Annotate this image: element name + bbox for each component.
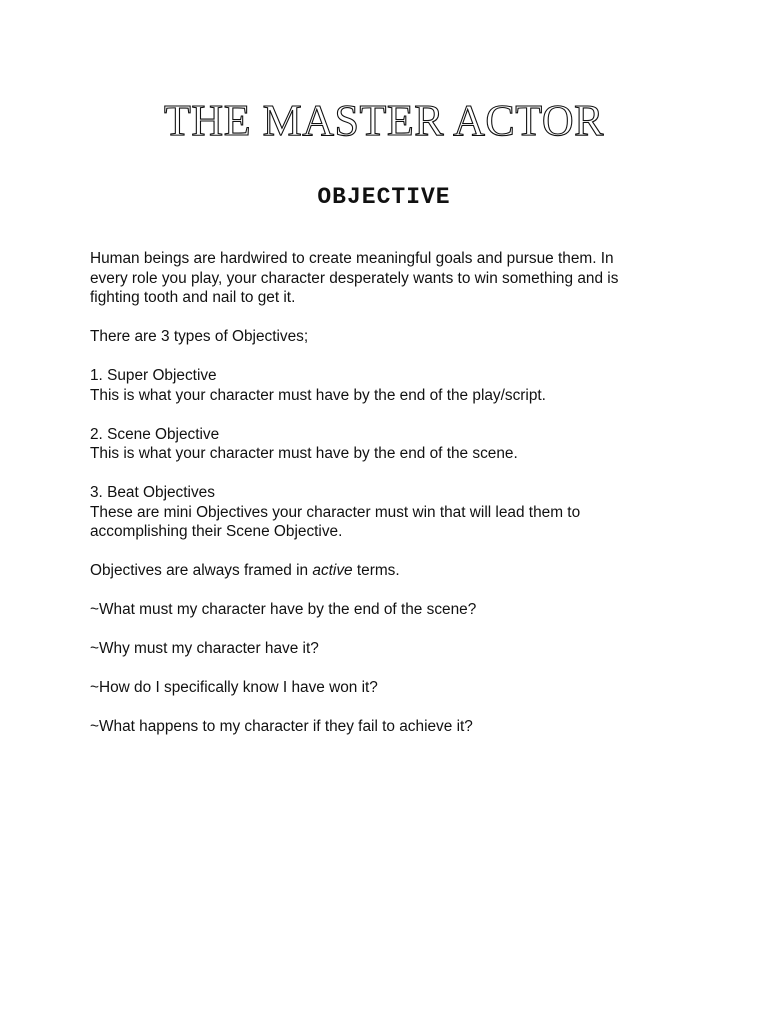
document-title: THE MASTER ACTOR [164,96,604,145]
framing-text-before: Objectives are always framed in [90,562,313,579]
question-item [90,600,690,620]
text-line: There are 3 types of Objectives; [90,328,309,345]
document-body [90,249,690,756]
objective-type-scene [90,425,690,464]
question-text: ~How do I specifically know I have won it? [90,679,378,696]
section-heading: OBJECTIVE [317,184,451,210]
objective-type-super [90,366,690,405]
question-item [90,639,690,659]
intro-paragraph [90,249,690,308]
objective-type-heading: 2. Scene Objective [90,425,220,443]
objective-type-heading: 3. Beat Objectives [90,484,215,501]
text-line: every role you play, your character desperately wants to win something and is [90,269,619,287]
objective-type-description: This is what your character must have by the end of the scene. [90,445,518,462]
framing-sentence [90,561,690,581]
text-line: fighting tooth and nail to get it. [90,289,296,306]
question-text: ~What happens to my character if they fail to achieve it? [90,718,473,735]
types-intro [90,327,690,347]
objective-type-beat [90,483,690,542]
framing-emphasis: active [312,562,353,579]
text-line: Human beings are hardwired to create meaningful goals and pursue them. In [90,250,614,267]
objective-type-description: This is what your character must have by the end of the play/script. [90,386,546,404]
question-text: ~Why must my character have it? [90,640,319,657]
objective-type-description: accomplishing their Scene Objective. [90,523,343,540]
objective-type-description: These are mini Objectives your character must win that will lead them to [90,503,581,521]
question-item [90,717,690,737]
framing-text-after: terms. [352,562,400,579]
question-text: ~What must my character have by the end of the scene? [90,601,477,618]
question-item [90,678,690,698]
objective-type-heading: 1. Super Objective [90,367,217,384]
